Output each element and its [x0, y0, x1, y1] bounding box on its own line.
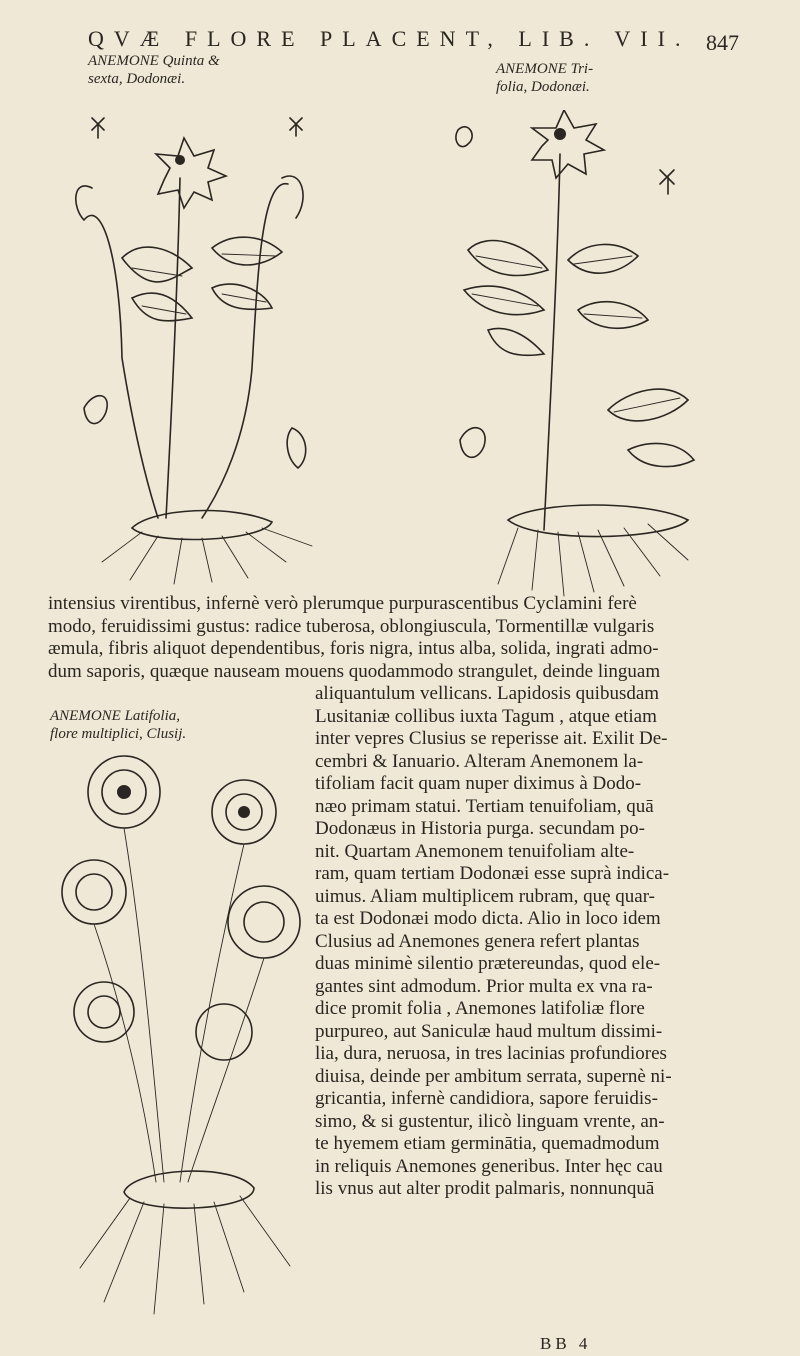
caption-line: ANEMONE Quinta &	[88, 53, 220, 69]
text-line: æmula, fibris aliquot dependentibus, foris nigra, intus alba, solida, ingrati admo-	[48, 638, 659, 659]
text-line: purpureo, aut Saniculæ haud multum dissimi-	[315, 1020, 663, 1042]
text-line: ta est Dodonæi modo dicta. Alio in loco idem	[315, 908, 661, 929]
body-text-column	[315, 683, 735, 1201]
caption-figure-b	[496, 60, 716, 96]
caption-line: flore multiplici, Clusij.	[50, 726, 187, 742]
caption-line: ANEMONE Tri-	[496, 61, 594, 77]
seed-icon	[84, 396, 306, 468]
text-line: lis vnus aut alter prodit palmaris, nonnunquā	[315, 1178, 655, 1199]
text-line: gricantia, infernè candidiora, sapore feruidis-	[315, 1088, 658, 1109]
text-line: cembri & Ianuario. Alteram Anemonem la-	[315, 750, 644, 772]
anemone-woodcut-icon	[156, 138, 226, 208]
page-number: 847	[706, 30, 739, 55]
signature-mark: BB 4	[540, 1334, 592, 1353]
text-line: nit. Quartam Anemonem tenuifoliam alte-	[315, 840, 635, 862]
text-line: dum saporis, quæque nauseam mouens quodammodo strangulet, deinde linguam	[48, 660, 661, 682]
bee-icon	[92, 118, 302, 138]
text-line: dice promit folia , Anemones latifoliæ flore	[315, 998, 645, 1019]
text-line: tifoliam facit quam nuper diximus à Dodo-	[315, 773, 642, 794]
caption-figure-a	[88, 52, 318, 88]
root-icon	[102, 511, 312, 584]
text-line: Clusius ad Anemones genera refert plantas	[315, 930, 640, 952]
text-line: ram, quam tertiam Dodonæi esse suprà indica-	[315, 863, 670, 884]
text-line: intensius virentibus, infernè verò plerumque purpurascentibus Cyclamini ferè	[48, 593, 637, 614]
text-line: uimus. Aliam multiplicem rubram, quę quar-	[315, 885, 655, 907]
text-line: modo, feruidissimi gustus: radice tuberosa, oblongiuscula, Tormentillæ vulgaris	[48, 615, 655, 637]
text-line: næo primam statui. Tertiam tenuifoliam, quā	[315, 795, 654, 817]
text-line: diuisa, deinde per ambitum serrata, supernè ni-	[315, 1065, 672, 1087]
text-line: simo, & si gustentur, ilicò linguam vrente, an-	[315, 1110, 665, 1132]
leaf-cluster	[464, 241, 694, 467]
text-line: gantes sint admodum. Prior multa ex vna ra-	[315, 975, 653, 997]
seed-icon	[460, 428, 485, 458]
anemone-latifolia-woodcut	[44, 752, 314, 1322]
anemone-woodcut-icon	[532, 110, 604, 178]
caption-line: sexta, Dodonæi.	[88, 71, 186, 87]
root-icon	[80, 1171, 290, 1314]
caption-line: folia, Dodonæi.	[496, 79, 590, 95]
text-line: in reliquis Anemones generibus. Inter hęc cau	[315, 1155, 663, 1177]
text-line: aliquantulum vellicans. Lapidosis quibusdam	[315, 683, 660, 704]
root-icon	[498, 505, 688, 596]
anemone-woodcut-icon	[62, 756, 300, 1060]
running-head: QVÆ FLORE PLACENT, LIB. VII.	[88, 26, 691, 51]
text-line: Lusitaniæ collibus iuxta Tagum , atque etiam	[315, 705, 657, 727]
anemone-trifolia-woodcut	[428, 110, 718, 605]
caption-figure-c	[50, 707, 310, 743]
text-line: duas minimè silentio prætereundas, quod ele-	[315, 953, 661, 974]
text-line: te hyemem etiam germinātia, quemadmodum	[315, 1133, 660, 1154]
text-line: inter vepres Clusius se reperisse ait. Exilit De-	[315, 728, 668, 749]
anemone-quinta-woodcut	[62, 108, 342, 588]
text-line: lia, dura, neruosa, in tres lacinias profundiores	[315, 1043, 667, 1064]
caption-line: ANEMONE Latifolia,	[50, 708, 181, 724]
body-text-full-width	[48, 593, 738, 683]
text-line: Dodonæus in Historia purga. secundam po-	[315, 818, 645, 839]
